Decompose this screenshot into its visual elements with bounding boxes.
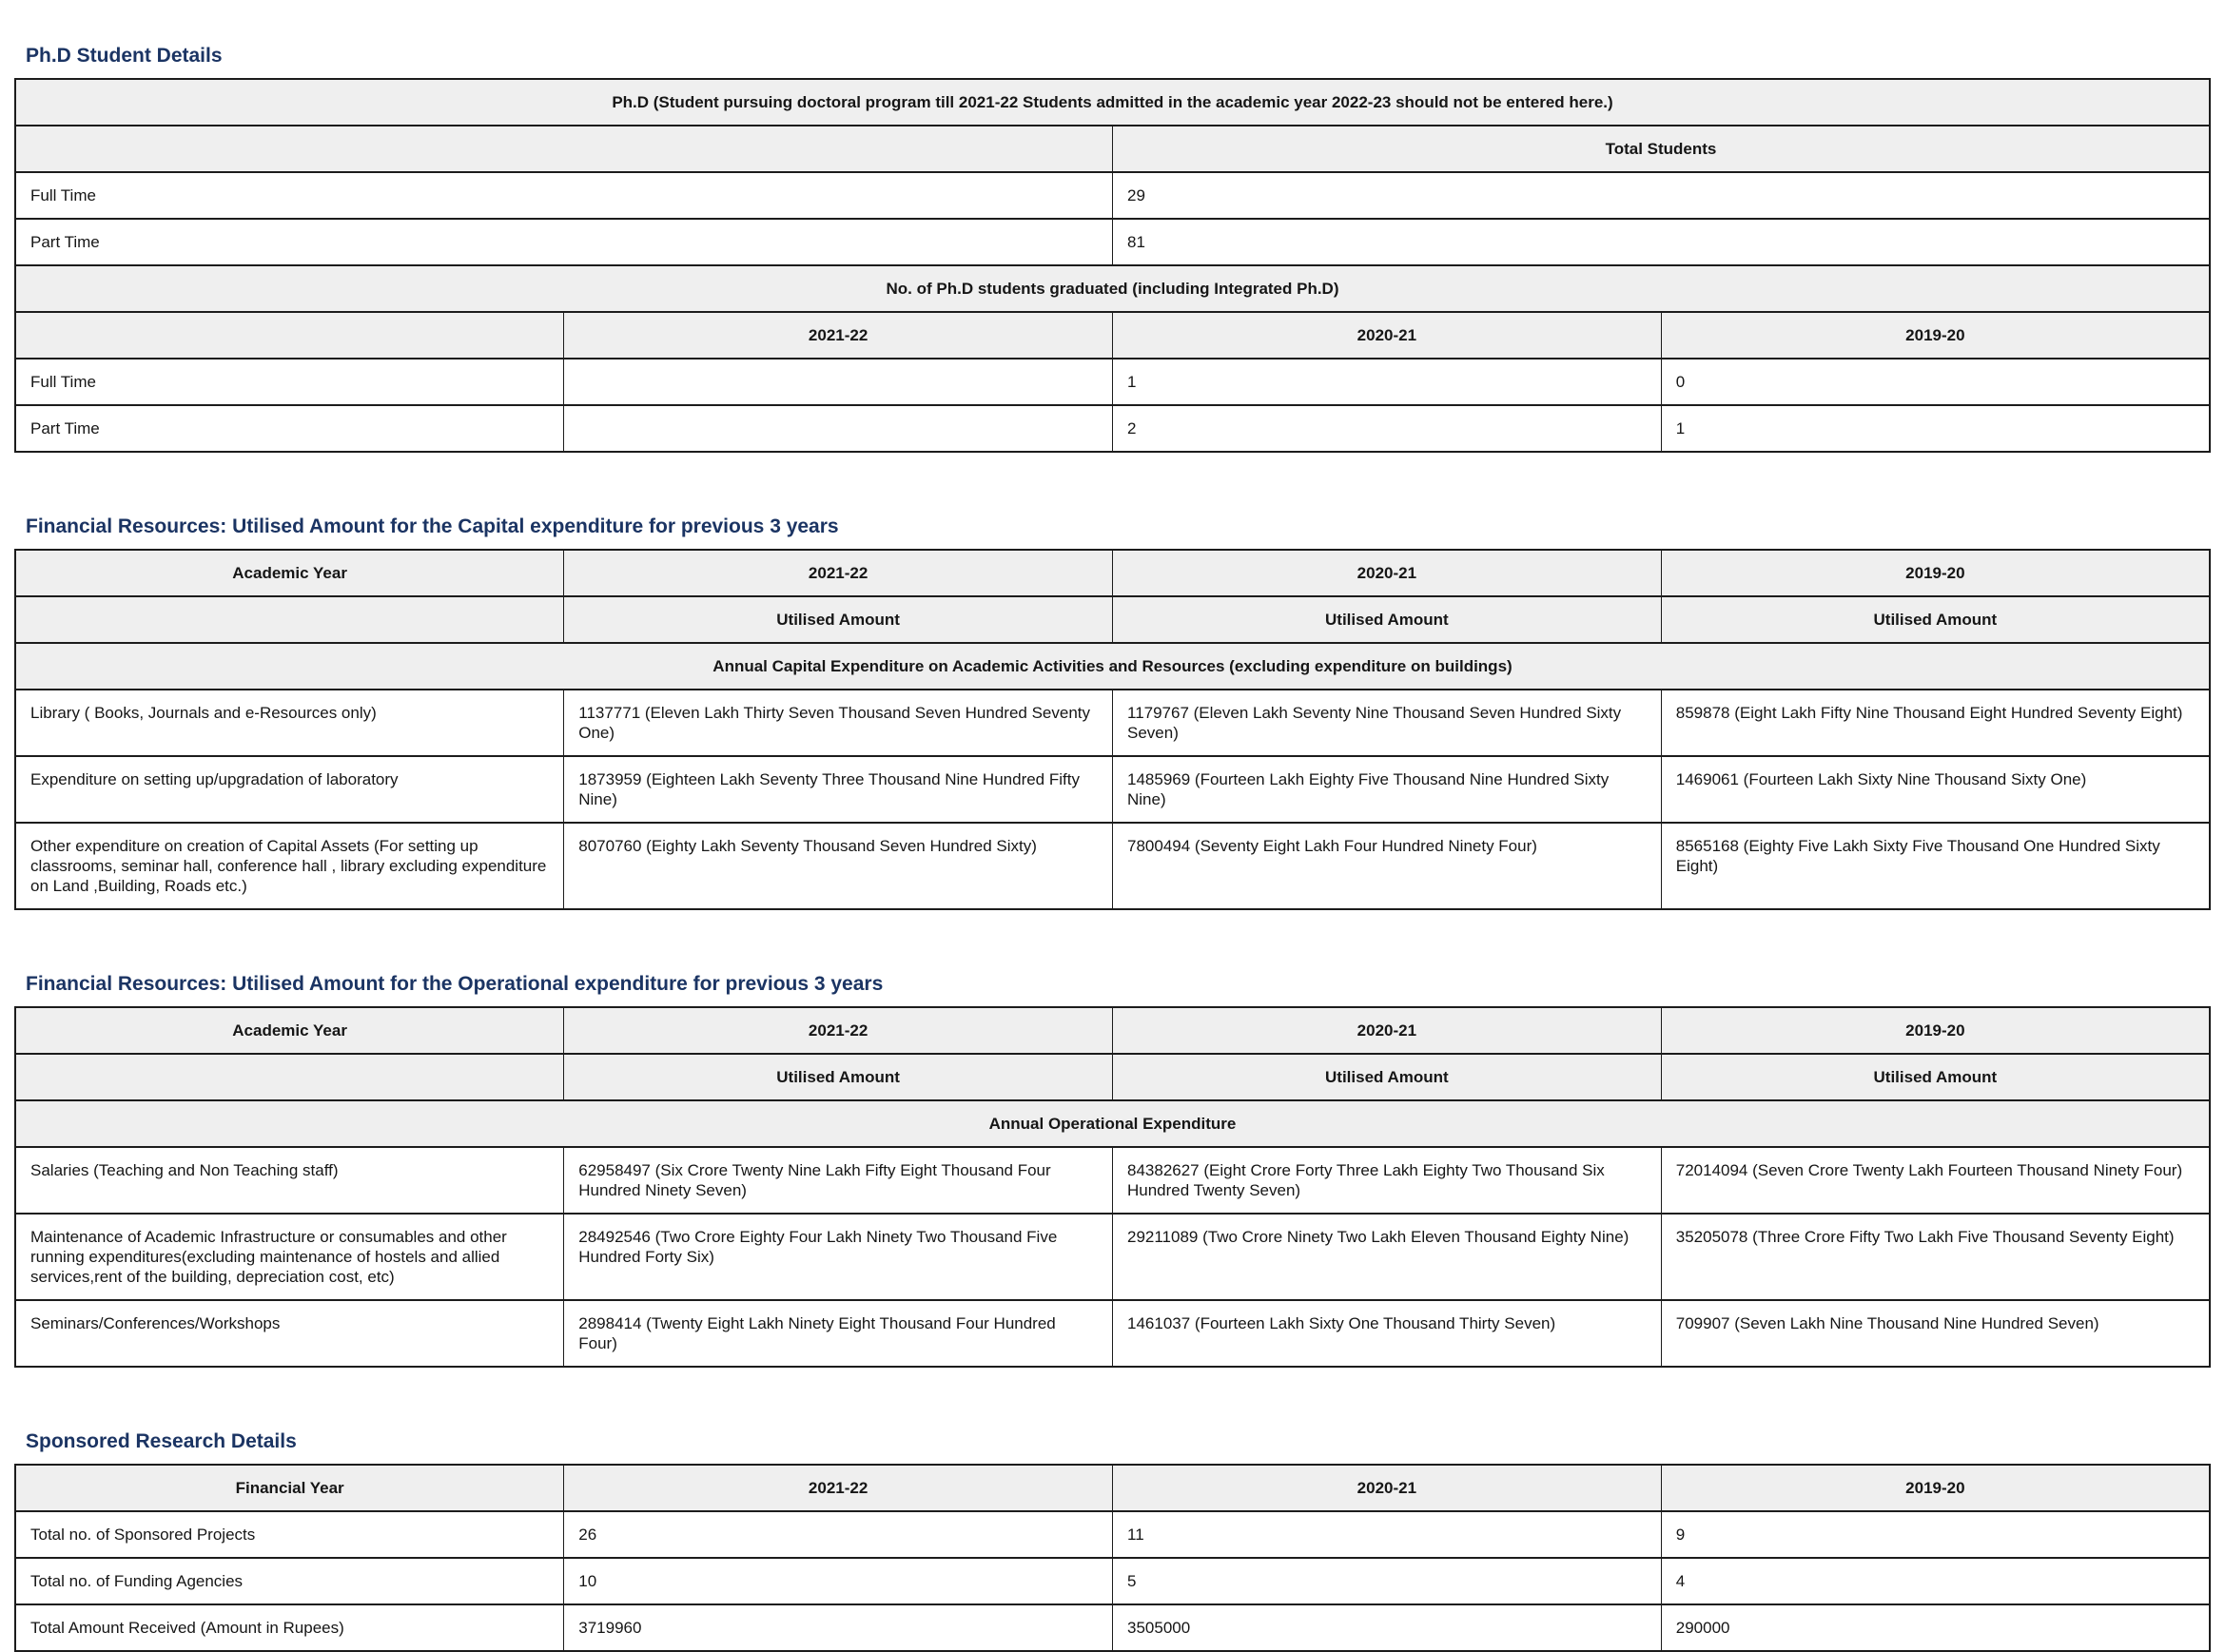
table-row bbox=[15, 172, 2210, 219]
table-row bbox=[15, 1214, 2210, 1300]
table-row bbox=[15, 126, 2210, 172]
table-row bbox=[15, 643, 2210, 690]
header-cell: 2019-20 bbox=[1661, 1465, 2210, 1511]
header-cell: 2021-22 bbox=[564, 1465, 1113, 1511]
header-cell bbox=[15, 596, 564, 643]
header-cell: No. of Ph.D students graduated (including Integrated Ph.D) bbox=[15, 265, 2210, 312]
table-row bbox=[15, 1100, 2210, 1147]
header-cell: Academic Year bbox=[15, 1007, 564, 1054]
data-cell: 5 bbox=[1113, 1558, 1662, 1604]
data-cell: 9 bbox=[1661, 1511, 2210, 1558]
header-cell: 2019-20 bbox=[1661, 312, 2210, 359]
data-cell: 1137771 (Eleven Lakh Thirty Seven Thousand Seven Hundred Seventy One) bbox=[564, 690, 1113, 756]
header-cell: Utilised Amount bbox=[564, 596, 1113, 643]
phd-student-details-section bbox=[14, 45, 2211, 453]
header-cell bbox=[15, 312, 564, 359]
sponsored-research-table bbox=[14, 1464, 2211, 1652]
header-cell: Ph.D (Student pursuing doctoral program till 2021-22 Students admitted in the academic year 2022-23 should not be entered here.) bbox=[15, 79, 2210, 126]
data-cell: 709907 (Seven Lakh Nine Thousand Nine Hundred Seven) bbox=[1661, 1300, 2210, 1367]
data-cell: 1873959 (Eighteen Lakh Seventy Three Thousand Nine Hundred Fifty Nine) bbox=[564, 756, 1113, 823]
header-cell: 2020-21 bbox=[1113, 1007, 1662, 1054]
header-cell: Utilised Amount bbox=[1113, 1054, 1662, 1100]
report-page bbox=[14, 45, 2211, 1652]
data-cell: 7800494 (Seventy Eight Lakh Four Hundred Ninety Four) bbox=[1113, 823, 1662, 909]
table-row bbox=[15, 1604, 2210, 1651]
data-cell: Part Time bbox=[15, 405, 564, 452]
data-cell: Part Time bbox=[15, 219, 1113, 265]
header-cell: Utilised Amount bbox=[564, 1054, 1113, 1100]
header-cell: Academic Year bbox=[15, 550, 564, 596]
data-cell: 1469061 (Fourteen Lakh Sixty Nine Thousand Sixty One) bbox=[1661, 756, 2210, 823]
data-cell bbox=[564, 359, 1113, 405]
data-cell: Salaries (Teaching and Non Teaching staff) bbox=[15, 1147, 564, 1214]
capital-expenditure-section bbox=[14, 515, 2211, 910]
table-row bbox=[15, 550, 2210, 596]
header-cell: 2019-20 bbox=[1661, 1007, 2210, 1054]
data-cell: 1485969 (Fourteen Lakh Eighty Five Thousand Nine Hundred Sixty Nine) bbox=[1113, 756, 1662, 823]
sponsored-research-section bbox=[14, 1430, 2211, 1652]
header-cell: Utilised Amount bbox=[1661, 596, 2210, 643]
header-cell bbox=[15, 1054, 564, 1100]
data-cell: Full Time bbox=[15, 359, 564, 405]
data-cell: Total no. of Sponsored Projects bbox=[15, 1511, 564, 1558]
header-cell: 2020-21 bbox=[1113, 1465, 1662, 1511]
table-row bbox=[15, 596, 2210, 643]
section-title: Financial Resources: Utilised Amount for the Capital expenditure for previous 3 years bbox=[26, 515, 839, 537]
data-cell: 29 bbox=[1113, 172, 2211, 219]
data-cell: 4 bbox=[1661, 1558, 2210, 1604]
data-cell: Seminars/Conferences/Workshops bbox=[15, 1300, 564, 1367]
table-row bbox=[15, 690, 2210, 756]
table-row bbox=[15, 756, 2210, 823]
header-cell: 2020-21 bbox=[1113, 550, 1662, 596]
operational-expenditure-section bbox=[14, 973, 2211, 1368]
header-cell: 2021-22 bbox=[564, 1007, 1113, 1054]
data-cell: 3505000 bbox=[1113, 1604, 1662, 1651]
data-cell: 35205078 (Three Crore Fifty Two Lakh Five Thousand Seventy Eight) bbox=[1661, 1214, 2210, 1300]
section-title: Sponsored Research Details bbox=[26, 1430, 297, 1452]
table-row bbox=[15, 1054, 2210, 1100]
data-cell: Maintenance of Academic Infrastructure or consumables and other running expenditures(excluding maintenance of hostels and allied services,rent of the building, depreciation cost, etc) bbox=[15, 1214, 564, 1300]
data-cell: 29211089 (Two Crore Ninety Two Lakh Eleven Thousand Eighty Nine) bbox=[1113, 1214, 1662, 1300]
operational-expenditure-table bbox=[14, 1006, 2211, 1368]
data-cell: 81 bbox=[1113, 219, 2211, 265]
table-row bbox=[15, 359, 2210, 405]
data-cell: 84382627 (Eight Crore Forty Three Lakh Eighty Two Thousand Six Hundred Twenty Seven) bbox=[1113, 1147, 1662, 1214]
header-cell: Annual Capital Expenditure on Academic Activities and Resources (excluding expenditure on buildings) bbox=[15, 643, 2210, 690]
header-cell: 2021-22 bbox=[564, 550, 1113, 596]
header-cell: Utilised Amount bbox=[1661, 1054, 2210, 1100]
section-title: Financial Resources: Utilised Amount for the Operational expenditure for previous 3 years bbox=[26, 973, 884, 995]
table-row bbox=[15, 219, 2210, 265]
table-row bbox=[15, 823, 2210, 909]
data-cell: 10 bbox=[564, 1558, 1113, 1604]
header-cell: Total Students bbox=[1113, 126, 2211, 172]
data-cell: Full Time bbox=[15, 172, 1113, 219]
data-cell: 0 bbox=[1661, 359, 2210, 405]
data-cell: 1 bbox=[1661, 405, 2210, 452]
data-cell: 2898414 (Twenty Eight Lakh Ninety Eight Thousand Four Hundred Four) bbox=[564, 1300, 1113, 1367]
table-row bbox=[15, 265, 2210, 312]
header-cell: 2020-21 bbox=[1113, 312, 1662, 359]
data-cell: 290000 bbox=[1661, 1604, 2210, 1651]
table-row bbox=[15, 1300, 2210, 1367]
section-title: Ph.D Student Details bbox=[26, 45, 223, 67]
data-cell bbox=[564, 405, 1113, 452]
table-row bbox=[15, 1511, 2210, 1558]
data-cell: 28492546 (Two Crore Eighty Four Lakh Ninety Two Thousand Five Hundred Forty Six) bbox=[564, 1214, 1113, 1300]
phd-details-table bbox=[14, 78, 2211, 453]
table-row bbox=[15, 1465, 2210, 1511]
data-cell: 62958497 (Six Crore Twenty Nine Lakh Fifty Eight Thousand Four Hundred Ninety Seven) bbox=[564, 1147, 1113, 1214]
data-cell: 859878 (Eight Lakh Fifty Nine Thousand Eight Hundred Seventy Eight) bbox=[1661, 690, 2210, 756]
header-cell bbox=[15, 126, 1113, 172]
data-cell: Total no. of Funding Agencies bbox=[15, 1558, 564, 1604]
data-cell: Total Amount Received (Amount in Rupees) bbox=[15, 1604, 564, 1651]
table-row bbox=[15, 1558, 2210, 1604]
table-row bbox=[15, 312, 2210, 359]
data-cell: 1461037 (Fourteen Lakh Sixty One Thousand Thirty Seven) bbox=[1113, 1300, 1662, 1367]
data-cell: 26 bbox=[564, 1511, 1113, 1558]
table-row bbox=[15, 79, 2210, 126]
data-cell: Library ( Books, Journals and e-Resources only) bbox=[15, 690, 564, 756]
data-cell: 8070760 (Eighty Lakh Seventy Thousand Seven Hundred Sixty) bbox=[564, 823, 1113, 909]
data-cell: 2 bbox=[1113, 405, 1662, 452]
table-row bbox=[15, 405, 2210, 452]
data-cell: 72014094 (Seven Crore Twenty Lakh Fourteen Thousand Ninety Four) bbox=[1661, 1147, 2210, 1214]
header-cell: 2021-22 bbox=[564, 312, 1113, 359]
table-row bbox=[15, 1147, 2210, 1214]
data-cell: 1 bbox=[1113, 359, 1662, 405]
header-cell: Annual Operational Expenditure bbox=[15, 1100, 2210, 1147]
header-cell: Financial Year bbox=[15, 1465, 564, 1511]
table-row bbox=[15, 1007, 2210, 1054]
capital-expenditure-table bbox=[14, 549, 2211, 910]
data-cell: 11 bbox=[1113, 1511, 1662, 1558]
data-cell: Expenditure on setting up/upgradation of laboratory bbox=[15, 756, 564, 823]
data-cell: 8565168 (Eighty Five Lakh Sixty Five Thousand One Hundred Sixty Eight) bbox=[1661, 823, 2210, 909]
header-cell: 2019-20 bbox=[1661, 550, 2210, 596]
data-cell: Other expenditure on creation of Capital Assets (For setting up classrooms, seminar hall, conference hall , library excluding expenditure on Land ,Building, Roads etc.) bbox=[15, 823, 564, 909]
data-cell: 1179767 (Eleven Lakh Seventy Nine Thousand Seven Hundred Sixty Seven) bbox=[1113, 690, 1662, 756]
header-cell: Utilised Amount bbox=[1113, 596, 1662, 643]
data-cell: 3719960 bbox=[564, 1604, 1113, 1651]
